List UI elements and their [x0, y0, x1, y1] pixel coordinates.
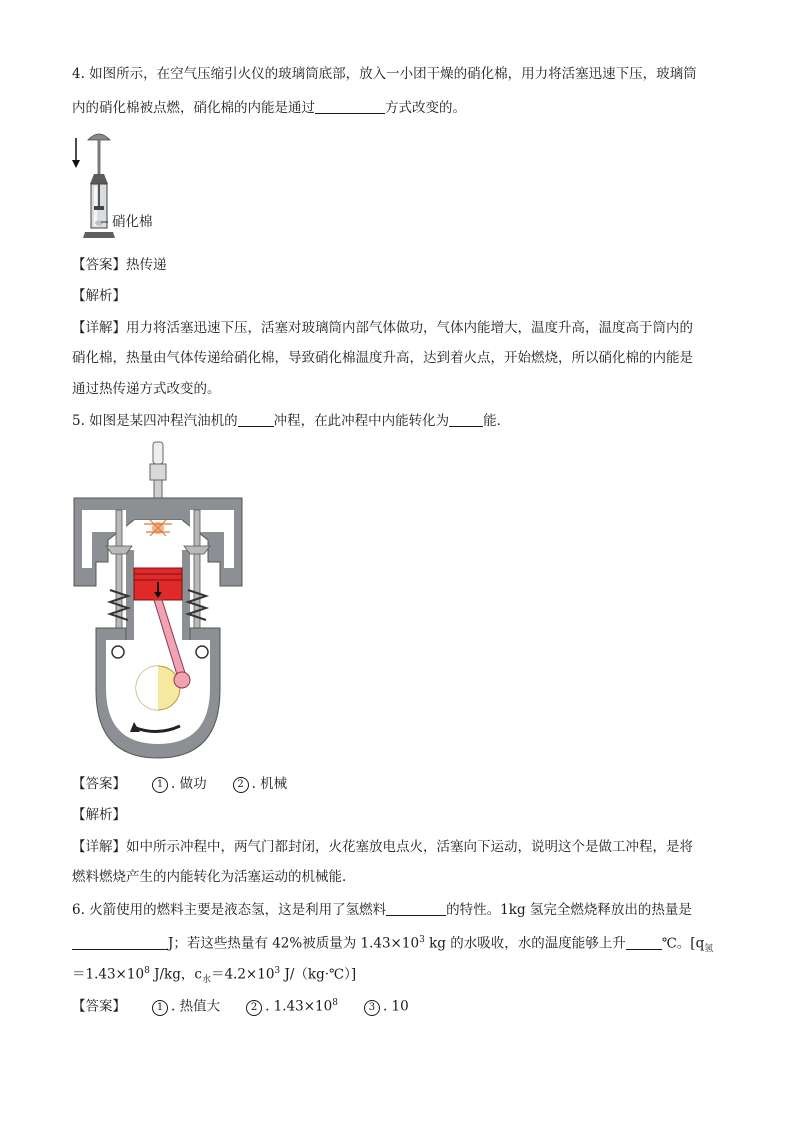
crank-pin [174, 672, 190, 688]
plunger-rod [98, 140, 101, 174]
spark-plug-top [153, 442, 163, 464]
q6-stem-line2: J；若这些热量有 42%被质量为 $1.43\times 10^3$ kg 的水吸收，水的温度能够上升 ℃。[$q_氢$ [72, 930, 713, 959]
inner-rod [98, 184, 100, 208]
spark-plug-thread [154, 480, 162, 498]
q4-figure-label: 硝化棉 [112, 214, 153, 230]
q4-detail-line3: 通过热传递方式改变的。 [72, 381, 221, 397]
exhaust-valve-stem [194, 510, 200, 640]
q6-stem-line3: $=1.43\times 10^8$ J/kg，$c_水=4.2\times 10^3$ J/（kg·℃）] [72, 966, 357, 986]
q5-answer: 【答案】 1 . 做功 2 . 机械 [72, 776, 288, 792]
igniter-handle [88, 134, 110, 140]
nitrocellulose-tuft [95, 221, 103, 226]
q5-detail-line1: 【详解】如中所示冲程中，两气门都封闭，火花塞放电点火，活塞向下运动，说明这个是做工冲程，是将 [72, 839, 693, 855]
q5-detail-line2: 燃料燃烧产生的内能转化为活塞运动的机械能． [72, 869, 356, 885]
igniter-cap [90, 174, 108, 184]
press-arrow-head [72, 160, 80, 168]
q4-answer-blank [315, 99, 385, 114]
q5-blank-2 [449, 412, 483, 427]
q6-blank-3 [626, 935, 662, 950]
intake-cam [112, 646, 124, 658]
q5-analysis-tag: 【解析】 [72, 807, 126, 823]
q6-blank-2 [72, 935, 168, 950]
q4-detail-line1: 【详解】用力将活塞迅速下压，活塞对玻璃筒内部气体做功，气体内能增大，温度升高，温度高于筒内的 [72, 320, 693, 336]
q4-answer: 【答案】热传递 [72, 257, 167, 273]
q6-blank-1 [386, 901, 446, 916]
exhaust-cam [196, 646, 208, 658]
q4-detail-line2: 硝化棉，热量由气体传递给硝化棉，导致硝化棉温度升高，达到着火点，开始燃烧，所以硝化棉的内能是 [72, 350, 693, 366]
four-stroke-engine-figure [70, 440, 246, 760]
inner-piston [94, 206, 104, 210]
q4-analysis-tag: 【解析】 [72, 288, 126, 304]
spark-plug-body [150, 464, 166, 480]
q6-answer: 【答案】 1 . 热值大 2 . $1.43\times 10^8$ 3 . 10 [72, 998, 409, 1015]
q4-stem-line1: 4. 如图所示，在空气压缩引火仪的玻璃筒底部，放入一小团干燥的硝化棉，用力将活塞迅速下压，玻璃筒 [72, 66, 697, 82]
q4-stem-line2: 内的硝化棉被点燃，硝化棉的内能是通过 方式改变的。 [72, 100, 466, 116]
intake-valve-stem [116, 510, 122, 640]
q5-stem: 5. 如图是某四冲程汽油机的 冲程，在此冲程中内能转化为 能． [72, 413, 511, 429]
q5-blank-1 [238, 412, 274, 427]
q6-stem-line1: 6. 火箭使用的燃料主要是液态氢，这是利用了氢燃料 的特性。1kg 氢完全燃烧释放出的热量是 [72, 902, 692, 918]
igniter-base [83, 232, 115, 238]
